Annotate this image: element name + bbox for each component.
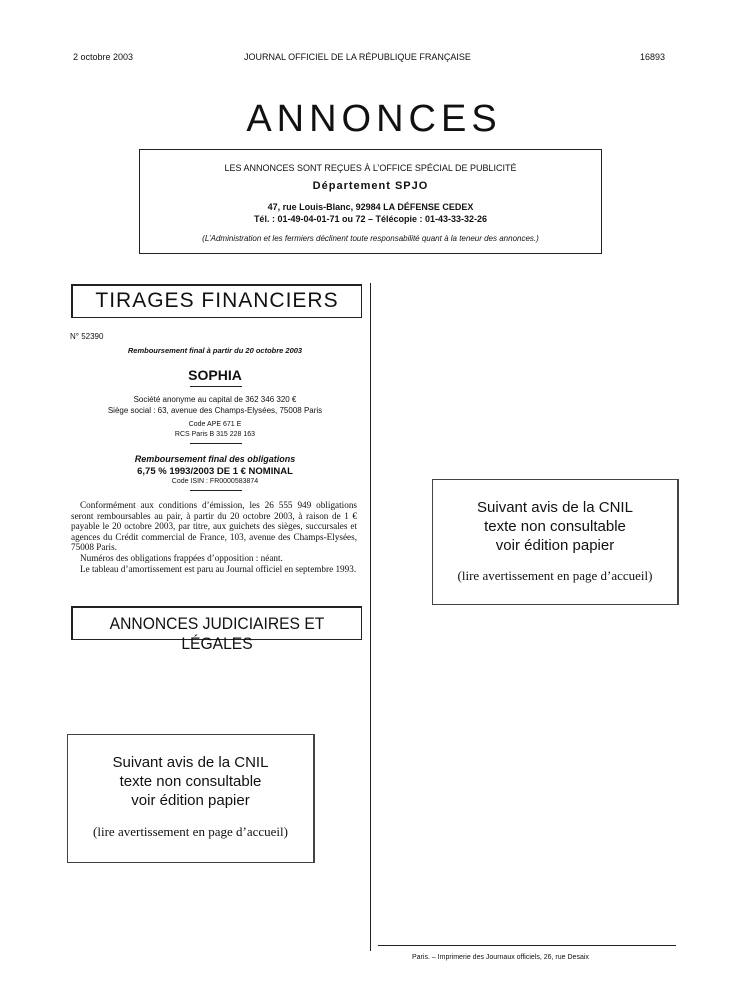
divider (190, 443, 242, 444)
column-separator (370, 283, 371, 951)
company-name: SOPHIA (188, 367, 242, 383)
company-capital: Société anonyme au capital de 362 346 320 € (133, 395, 297, 404)
notice-body (71, 500, 357, 574)
cnil-line: texte non consultable (119, 773, 262, 790)
office-phones: Tél. : 01-49-04-01-71 ou 72 – Télécopie : 01-43-33-32-26 (253, 214, 488, 224)
divider (190, 386, 242, 387)
footer-rule (378, 945, 676, 946)
cnil-line: Suivant avis de la CNIL (477, 499, 633, 516)
company-siege: Siège social : 63, avenue des Champs-Elysées, 75008 Paris (107, 406, 323, 415)
header-page-number: 16893 (640, 52, 666, 62)
notice-subtitle: Remboursement final à partir du 20 octobre 2003 (127, 346, 303, 355)
section-title: TIRAGES FINANCIERS (95, 289, 339, 312)
divider (190, 490, 242, 491)
notice-heading-rate: 6,75 % 1993/2003 DE 1 € NOMINAL (137, 466, 293, 477)
header-date: 2 octobre 2003 (73, 52, 134, 62)
office-info-box (139, 149, 602, 254)
office-department: Département SPJO (312, 180, 429, 192)
footer-imprint: Paris. – Imprimerie des Journaux officiels, 26, rue Desaix (412, 954, 589, 961)
notice-number: N° 52390 (70, 332, 104, 341)
cnil-line: voir édition papier (131, 792, 250, 809)
notice-paragraph: Numéros des obligations frappées d’opposition : néant. (80, 552, 283, 563)
section-annonces-judiciaires (71, 606, 362, 653)
company-rcs: RCS Paris B 315 228 163 (174, 431, 256, 438)
notice-paragraph: Conformément aux conditions d’émission, les 26 555 949 obligations seront remboursables au pair, à partir du 20 octobre 2003, à raison de 1 € payable le 20 octobre 2003, par titre, aux guichets des sièges, succursales et agences du Crédit commercial de France, 103, avenue des Champs-Elysées, 75008 Paris. (71, 500, 357, 553)
office-disclaimer: (L’Administration et les fermiers déclinent toute responsabilité quant à la teneur des annonces.) (202, 234, 539, 243)
section-title: ANNONCES JUDICIAIRES ET LÉGALES (109, 614, 325, 653)
office-address: 47, rue Louis-Blanc, 92984 LA DÉFENSE CEDEX (267, 202, 474, 212)
notice-heading: Remboursement final des obligations (134, 454, 296, 464)
notice-paragraph: Le tableau d’amortissement est paru au Journal officiel en septembre 1993. (80, 563, 357, 574)
cnil-note: (lire avertissement en page d’accueil) (457, 568, 653, 583)
header-journal-title: JOURNAL OFFICIEL DE LA RÉPUBLIQUE FRANÇAISE (244, 52, 471, 62)
cnil-line: Suivant avis de la CNIL (112, 754, 269, 771)
cnil-notice-left (67, 734, 315, 863)
cnil-notice-right (432, 479, 679, 605)
page-title: ANNONCES (246, 98, 502, 140)
cnil-line: voir édition papier (495, 537, 615, 554)
office-line: LES ANNONCES SONT REÇUES À L’OFFICE SPÉCIAL DE PUBLICITÉ (224, 163, 517, 173)
section-tirages-financiers (71, 284, 362, 318)
company-ape: Code APE 671 E (188, 421, 242, 428)
cnil-line: texte non consultable (484, 518, 626, 535)
cnil-note: (lire avertissement en page d’accueil) (93, 824, 288, 839)
notice-isin: Code ISIN : FR0000583874 (171, 478, 259, 485)
